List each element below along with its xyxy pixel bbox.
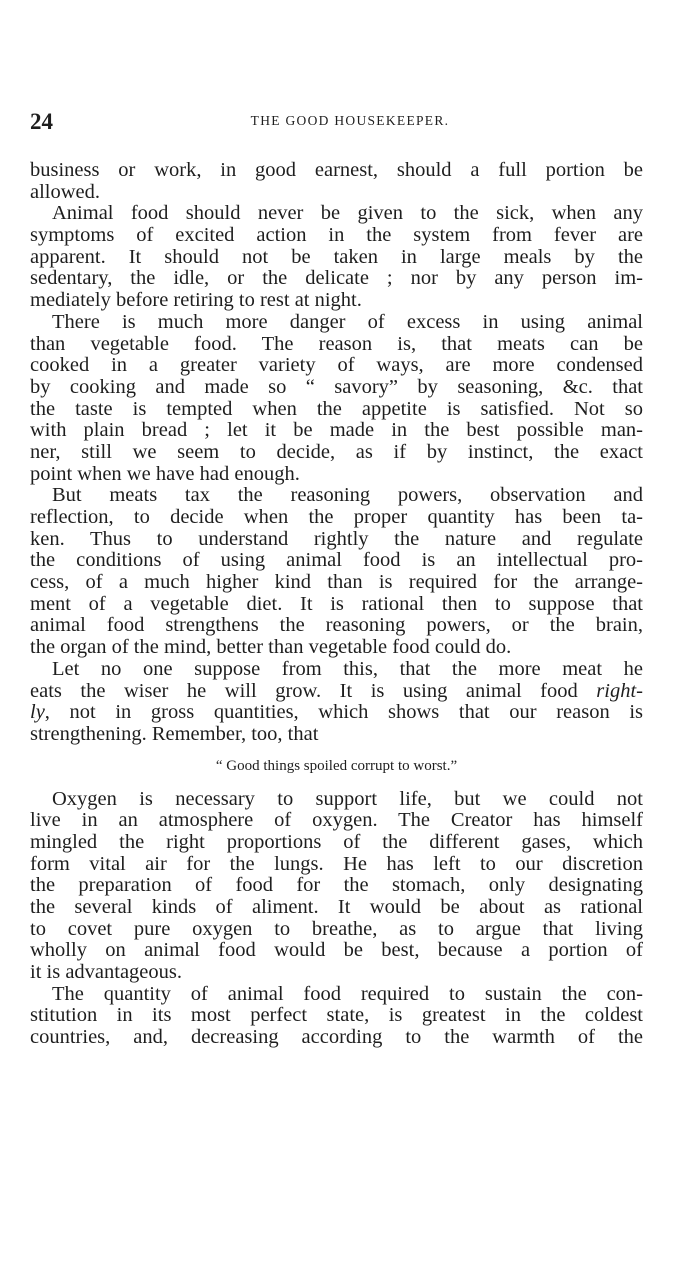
text-line: eats the wiser he will grow. It is using animal food right- xyxy=(30,679,643,702)
text-line: Oxygen is necessary to support life, but we could not xyxy=(52,787,643,810)
italic-text: ly xyxy=(30,701,45,724)
text-line: Animal food should never be given to the sick, when any xyxy=(52,202,643,225)
paragraph xyxy=(30,659,643,746)
text-line: point when we have had enough. xyxy=(30,462,300,485)
text-line: to covet pure oxygen to breathe, as to argue that living xyxy=(30,917,643,940)
text-line: ly, not in gross quantities, which shows that our reason is xyxy=(30,701,643,724)
block-quote: “ Good things spoiled corrupt to worst.” xyxy=(215,757,458,774)
text-line: the several kinds of aliment. It would be about as rational xyxy=(30,896,643,918)
text-line: the organ of the mind, better than vegetable food could do. xyxy=(30,636,512,659)
text-line: apparent. It should not be taken in large meals by the xyxy=(30,245,643,268)
text-line: Let no one suppose from this, that the more meat he xyxy=(52,657,643,680)
text-line: the conditions of using animal food is an intellectual pro- xyxy=(30,549,643,572)
text-line: the taste is tempted when the appetite is satisfied. Not so xyxy=(30,397,643,420)
text-line: with plain bread ; let it be made in the best possible man- xyxy=(30,419,643,442)
paragraph xyxy=(30,485,643,659)
text-line: The quantity of animal food required to sustain the con- xyxy=(52,982,643,1005)
text-line: stitution in its most perfect state, is greatest in the coldest xyxy=(30,1004,643,1027)
text-line: cooked in a greater variety of ways, are more condensed xyxy=(30,354,643,377)
paragraph xyxy=(30,789,643,984)
text-line: countries, and, decreasing according to the warmth of the xyxy=(30,1026,643,1049)
text-line: by cooking and made so “ savory” by seasoning, &c. that xyxy=(30,375,643,398)
paragraph xyxy=(30,160,643,203)
text-line: ner, still we seem to decide, as if by instinct, the exact xyxy=(30,440,643,463)
text-line: reflection, to decide when the proper quantity has been ta- xyxy=(30,506,643,528)
paragraph xyxy=(30,984,643,1049)
text-line: cess, of a much higher kind than is required for the arrange- xyxy=(30,571,643,594)
text-line: But meats tax the reasoning powers, observation and xyxy=(52,484,643,507)
text-line: live in an atmosphere of oxygen. The Creator has himself xyxy=(30,809,643,832)
page-body-text xyxy=(30,160,643,1049)
text-line: ken. Thus to understand rightly the nature and regulate xyxy=(30,527,643,550)
text-line: mingled the right proportions of the different gases, which xyxy=(30,830,643,853)
text-line: animal food strengthens the reasoning powers, or the brain, xyxy=(30,614,643,637)
paragraph xyxy=(30,203,643,311)
paragraph xyxy=(30,312,643,486)
text-line: allowed. xyxy=(30,180,101,203)
text-line: mediately before retiring to rest at night. xyxy=(30,289,362,312)
text-line: it is advantageous. xyxy=(30,961,183,984)
text-line: ment of a vegetable diet. It is rational then to suppose that xyxy=(30,592,643,615)
italic-text: right- xyxy=(596,679,643,702)
text-line: symptoms of excited action in the system from fever are xyxy=(30,224,643,247)
page-number: 24 xyxy=(30,109,53,134)
text-line: form vital air for the lungs. He has left to our discretion xyxy=(30,852,643,875)
text-line: There is much more danger of excess in using animal xyxy=(52,310,643,333)
running-title: THE GOOD HOUSEKEEPER. xyxy=(250,113,450,128)
text-line: strengthening. Remember, too, that xyxy=(30,722,319,745)
text-line: sedentary, the idle, or the delicate ; nor by any person im- xyxy=(30,267,643,290)
text-line: the preparation of food for the stomach, only designating xyxy=(30,874,643,897)
text-line: wholly on animal food would be best, because a portion of xyxy=(30,939,643,962)
text-line: than vegetable food. The reason is, that meats can be xyxy=(30,332,643,355)
text-line: business or work, in good earnest, should a full portion be xyxy=(30,159,643,181)
